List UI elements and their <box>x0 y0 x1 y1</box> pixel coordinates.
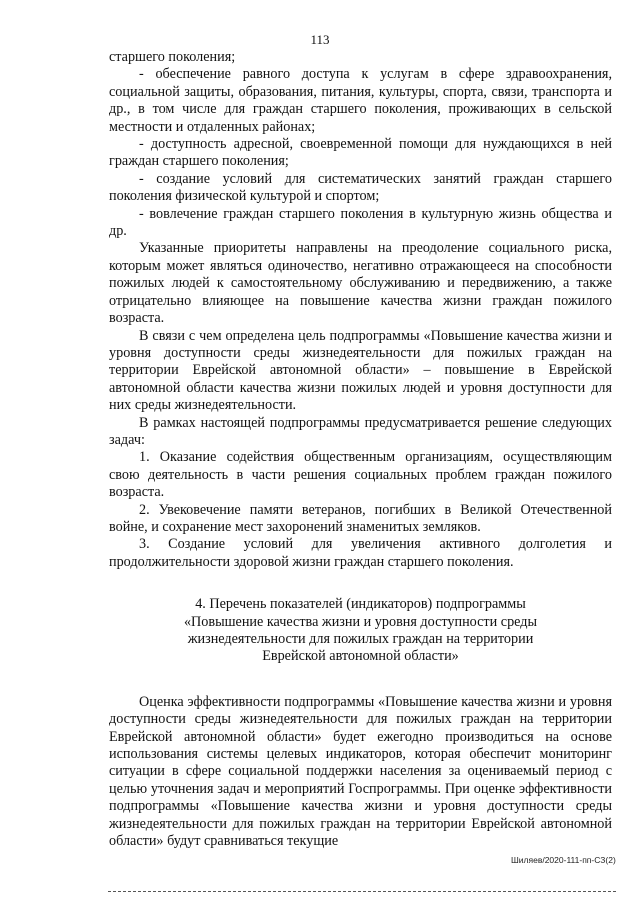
paragraph: - создание условий для систематических занятий граждан старшего поколения физической культурой и спортом; <box>109 170 612 205</box>
paragraph: 3. Создание условий для увеличения активного долголетия и продолжительности здоровой жизни граждан старшего поколения. <box>109 536 612 570</box>
section-heading-line: жизнедеятельности для пожилых граждан на территории <box>187 631 534 647</box>
section-heading-line: 4. Перечень показателей (индикаторов) подпрограммы <box>195 596 526 613</box>
section-heading-line: «Повышение качества жизни и уровня доступности среды <box>183 613 538 630</box>
paragraph: - вовлечение граждан старшего поколения в культурную жизнь общества и др. <box>109 205 612 240</box>
section-heading-line: Еврейской автономной области» <box>262 648 459 665</box>
paragraph: В связи с чем определена цель подпрограммы «Повышение качества жизни и уровня доступности среды жизнедеятельности для пожилых граждан на территории Еврейской автономной области» – повышение в Еврейской автономной области качества жизни пожилых людей и уровня доступности для них среды жизнедеятельности. <box>109 327 612 414</box>
paragraph: Указанные приоритеты направлены на преодоление социального риска, которым может являться одиночество, негативно отражающееся на способности пожилых людей к самостоятельному обслуживанию и передвижению, а также отрицательно влияющее на повышение качества жизни граждан пожилого возраста. <box>109 240 612 327</box>
section-heading <box>109 596 612 666</box>
divider <box>108 891 616 892</box>
paragraph: 2. Увековечение памяти ветеранов, погибших в Великой Отечественной войне, и сохранение мест захоронений знаменитых земляков. <box>109 501 612 535</box>
page-number: 113 <box>310 32 330 47</box>
paragraph: старшего поколения; <box>109 49 236 65</box>
paragraph: В рамках настоящей подпрограммы предусматривается решение следующих задач: <box>109 414 612 448</box>
paragraph: - доступность адресной, своевременной помощи для нуждающихся в ней граждан старшего поколения; <box>109 136 612 170</box>
paragraph: 1. Оказание содействия общественным организациям, осуществляющим свою деятельность в части решения социальных проблем граждан пожилого возраста. <box>109 449 612 501</box>
paragraph: - обеспечение равного доступа к услугам в сфере здравоохранения, социальной защиты, образования, питания, культуры, спорта, связи, транспорта и др., в том числе для граждан старшего поколения, проживающих в сельской местности и отдаленных районах; <box>109 66 612 135</box>
document-code: Шиляев/2020-111-пп-СЗ(2) <box>511 855 616 865</box>
paragraph: Оценка эффективности подпрограммы «Повышение качества жизни и уровня доступности среды жизнедеятельности для пожилых граждан на территории Еврейской автономной области» будет ежегодно производиться на основе использования системы целевых индикаторов, которая обеспечит мониторинг ситуации в сфере социальной поддержки населения за оцениваемый период с целью уточнения задач и мероприятий Госпрограммы. При оценке эффективности подпрограммы «Повышение качества жизни и уровня доступности среды жизнедеятельности для пожилых граждан на территории Еврейской автономной области» будут сравниваться текущие <box>109 693 612 850</box>
body-text <box>109 49 612 850</box>
